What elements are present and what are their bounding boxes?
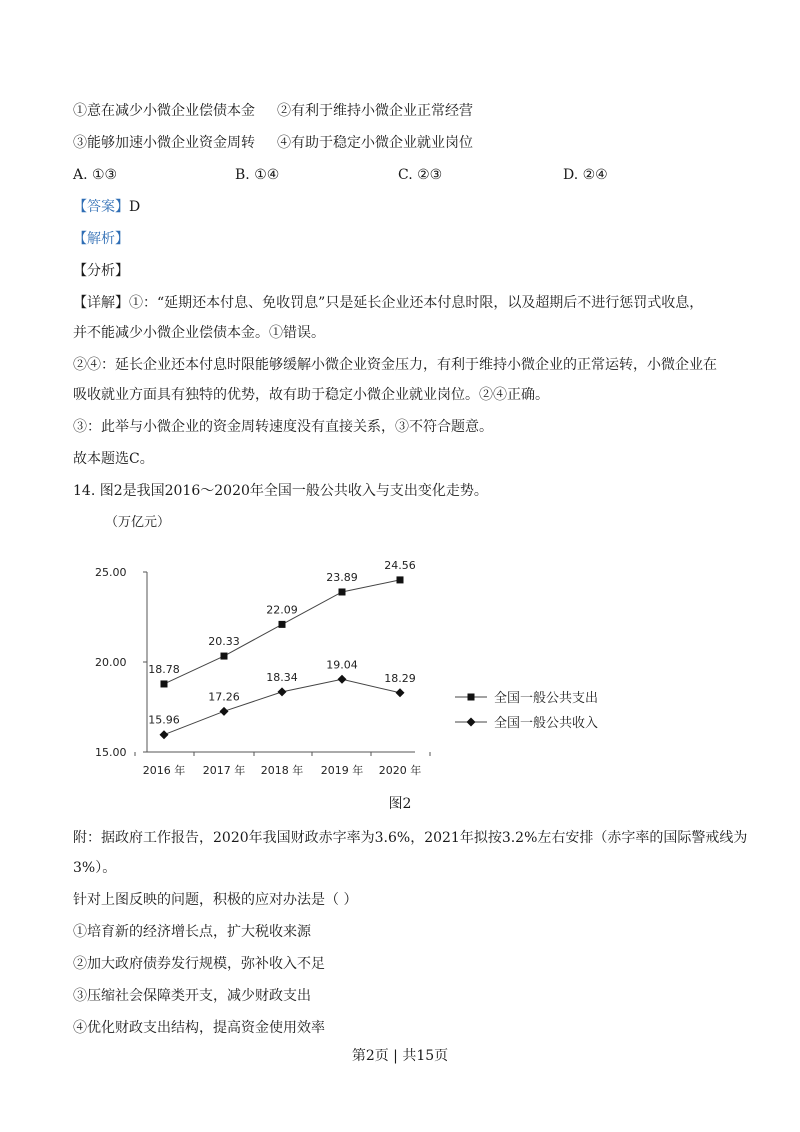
unit-label: （万亿元）	[105, 515, 171, 530]
data-label: 22.09	[266, 603, 298, 617]
option-b: B. ①④	[235, 167, 280, 183]
data-label: 15.96	[148, 713, 180, 727]
q14-statement-2: ②加大政府债券发行规模，弥补收入不足	[73, 956, 325, 972]
data-label: 24.56	[384, 558, 416, 572]
detail-line-6: 故本题选C。	[73, 451, 154, 467]
data-point-square	[161, 680, 168, 687]
option-c: C. ②③	[398, 167, 443, 183]
detail-line-2: 并不能减少小微企业偿债本金。①错误。	[73, 325, 325, 341]
data-point-diamond	[338, 675, 347, 684]
legend-label: 全国一般公共收入	[494, 716, 599, 731]
answer-label: 【答案】	[73, 199, 129, 215]
note-line-1: 附：据政府工作报告，2020年我国财政赤字率为3.6%，2021年拟按3.2%左右安排（赤字率的国际警戒线为	[73, 830, 748, 846]
note-line-2: 3%）。	[73, 860, 117, 876]
series-line-1	[164, 580, 400, 684]
y-tick-label: 25.00	[95, 566, 127, 579]
statement-3: ③能够加速小微企业资金周转	[73, 135, 255, 151]
x-tick-label: 2018 年	[260, 764, 304, 777]
analysis-label: 【解析】	[73, 231, 129, 247]
statement-4: ④有助于稳定小微企业就业岗位	[277, 135, 473, 151]
data-label: 18.29	[384, 671, 416, 685]
data-point-diamond	[396, 688, 405, 697]
answer-row	[73, 197, 140, 217]
figure-caption: 图2	[388, 796, 412, 812]
data-label: 18.34	[266, 670, 298, 684]
legend-square-marker	[468, 694, 475, 701]
option-a: A. ①③	[73, 167, 118, 183]
data-point-square	[339, 588, 346, 595]
detail-line-4: 吸收就业方面具有独特的优势，故有助于稳定小微企业就业岗位。②④正确。	[73, 387, 549, 403]
q14-statement-1: ①培育新的经济增长点，扩大税收来源	[73, 924, 311, 940]
answer-value: D	[129, 199, 141, 215]
detail-line-1: 【详解】①：“延期还本付息、免收罚息”只是延长企业还本付息时限，以及超期后不进行惩罚式收息，	[73, 295, 704, 311]
data-point-square	[397, 576, 404, 583]
data-label: 20.33	[208, 635, 240, 649]
legend-label: 全国一般公共支出	[494, 691, 599, 706]
page-footer: 第2页 | 共15页	[351, 1048, 449, 1064]
y-tick-label: 15.00	[95, 746, 127, 759]
data-point-diamond	[160, 730, 169, 739]
data-label: 17.26	[208, 690, 240, 704]
q14-statement-4: ④优化财政支出结构，提高资金使用效率	[73, 1020, 325, 1036]
legend-diamond-marker	[467, 718, 476, 727]
fenxi-label: 【分析】	[73, 263, 129, 279]
chart-svg	[95, 510, 655, 785]
data-point-square	[221, 653, 228, 660]
x-tick-label: 2016 年	[142, 764, 186, 777]
data-label: 23.89	[326, 570, 358, 584]
detail-line-5: ③：此举与小微企业的资金周转速度没有直接关系，③不符合题意。	[73, 419, 493, 435]
x-tick-label: 2019 年	[320, 764, 364, 777]
question-prompt: 针对上图反映的问题，积极的应对办法是（ ）	[73, 892, 358, 908]
x-tick-label: 2020 年	[378, 764, 422, 777]
y-tick-label: 20.00	[95, 656, 127, 669]
statement-2: ②有利于维持小微企业正常经营	[277, 103, 473, 119]
finance-chart	[95, 510, 655, 785]
option-d: D. ②④	[563, 167, 608, 183]
detail-line-3: ②④：延长企业还本付息时限能够缓解小微企业资金压力，有利于维持小微企业的正常运转，小微企业在	[73, 357, 717, 373]
data-point-diamond	[278, 687, 287, 696]
x-tick-label: 2017 年	[202, 764, 246, 777]
statement-1: ①意在减少小微企业偿债本金	[73, 103, 255, 119]
data-label: 18.78	[148, 662, 180, 676]
question-14-stem: 14. 图2是我国2016～2020年全国一般公共收入与支出变化走势。	[73, 483, 488, 499]
q14-statement-3: ③压缩社会保障类开支，减少财政支出	[73, 988, 311, 1004]
data-point-diamond	[220, 707, 229, 716]
data-point-square	[279, 621, 286, 628]
data-label: 19.04	[326, 658, 358, 672]
